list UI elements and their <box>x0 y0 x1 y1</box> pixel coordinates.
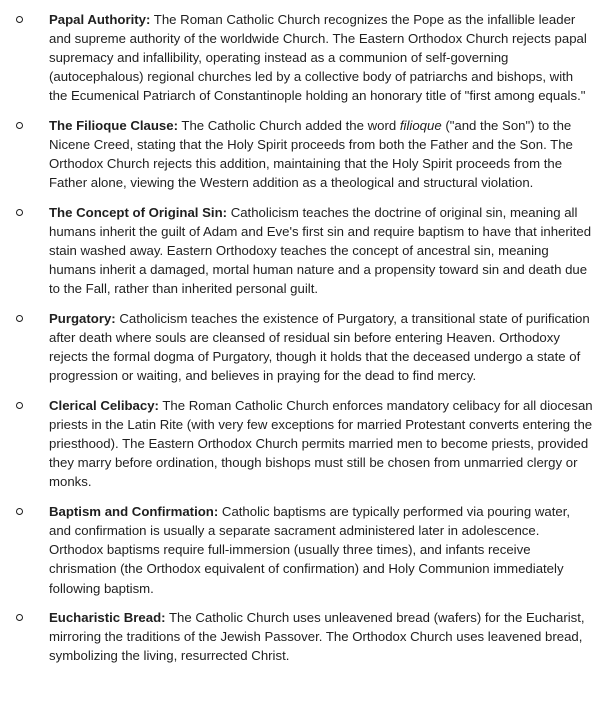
list-item <box>0 608 593 665</box>
hollow-bullet-icon <box>16 402 23 409</box>
item-term: Eucharistic Bread: <box>49 610 166 626</box>
item-text: ("and the Son") to the Nicene Creed, stating that the Holy Spirit proceeds from both the Father and the Son. The Orthodox Church rejects this addition, maintaining that the Holy Spirit proceeds from the Father alone, viewing the Western addition as a theological and structural violation. <box>49 118 573 191</box>
item-text: The Catholic Church added the word <box>177 118 400 134</box>
item-text: The Catholic Church uses unleavened bread (wafers) for the Eucharist, mirroring the traditions of the Jewish Passover. The Orthodox Church uses leavened bread, symbolizing the living, resurrected Christ. <box>49 610 585 664</box>
item-text: Catholicism teaches the doctrine of original sin, meaning all humans inherit the guilt of Adam and Eve's first sin and require baptism to have that inherited stain washed away. Eastern Orthodoxy teaches the concept of ancestral sin, meaning humans inherit a damaged, mortal human nature and a propensity toward sin and death due to the Fall, rather than inherited personal guilt. <box>49 205 592 297</box>
hollow-bullet-icon <box>16 508 23 515</box>
list-item <box>0 309 593 385</box>
item-text: Catholic baptisms are typically performed via pouring water, and confirmation is usually a separate sacrament administered later in adolescence. Orthodox baptisms require full-immersion (usually three times), and infants receive chrismation (the Orthodox equivalent of confirmation) and Holy Communion immediately following baptism. <box>49 504 571 596</box>
hollow-bullet-icon <box>16 315 23 322</box>
hollow-bullet-icon <box>16 614 23 621</box>
item-term: The Concept of Original Sin: <box>49 205 228 221</box>
item-term: The Filioque Clause: <box>49 118 178 134</box>
item-term: Purgatory: <box>49 311 116 327</box>
bullet-list <box>0 10 593 665</box>
list-item <box>0 10 593 105</box>
list-item <box>0 203 593 298</box>
list-item <box>0 502 593 597</box>
item-term: Baptism and Confirmation: <box>49 504 219 520</box>
item-text: The Roman Catholic Church recognizes the Pope as the infallible leader and supreme authority of the worldwide Church. The Eastern Orthodox Church rejects papal supremacy and infallibility, operating instead as a communion of self-governing (autocephalous) regional churches led by a collective body of patriarchs and bishops, with the Ecumenical Patriarch of Constantinople holding an honorary title of "first among equals." <box>49 12 587 104</box>
item-text: Catholicism teaches the existence of Purgatory, a transitional state of purification after death where souls are cleansed of residual sin before entering Heaven. Orthodoxy rejects the formal dogma of Purgatory, though it holds that the deceased undergo a state of progression or waiting, and believes in praying for the dead to find mercy. <box>49 311 590 384</box>
list-item <box>0 116 593 192</box>
item-term: Papal Authority: <box>49 12 151 27</box>
list-item <box>0 396 593 491</box>
item-text: The Roman Catholic Church enforces mandatory celibacy for all diocesan priests in the Latin Rite (with very few exceptions for married Protestant converts entering the priesthood). The Eastern Orthodox Church permits married men to become priests, provided they marry before ordination, though bishops must still be chosen from unmarried clergy or monks. <box>49 398 593 490</box>
item-term: Clerical Celibacy: <box>49 398 159 414</box>
hollow-bullet-icon <box>16 16 23 23</box>
hollow-bullet-icon <box>16 122 23 129</box>
hollow-bullet-icon <box>16 209 23 216</box>
item-emphasis: filioque <box>399 118 442 134</box>
